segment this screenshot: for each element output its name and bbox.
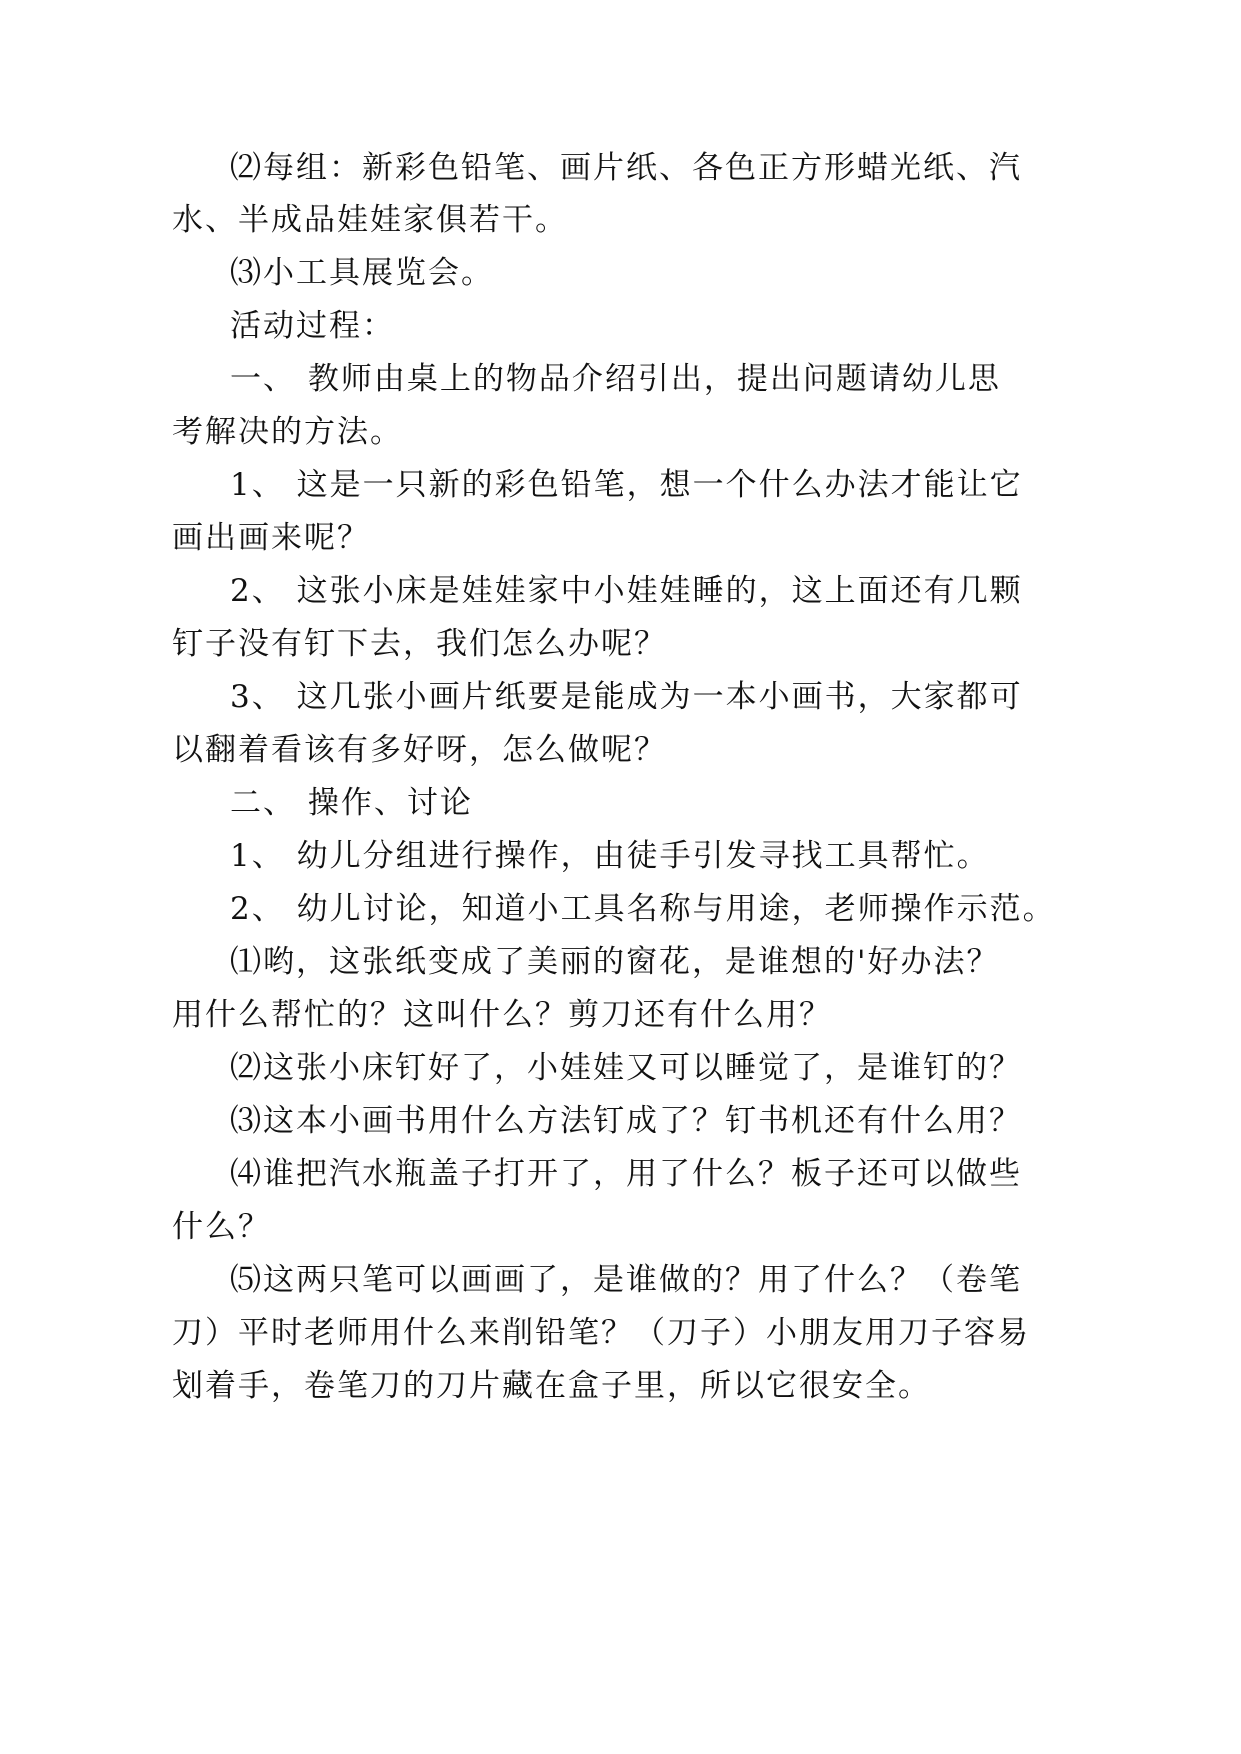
text-line: 考解决的方法。 bbox=[172, 414, 403, 450]
text-line: 以翻着看该有多好呀，怎么做呢？ bbox=[172, 732, 667, 768]
text-line: ⑷谁把汽水瓶盖子打开了，用了什么？板子还可以做些 bbox=[230, 1156, 1022, 1192]
text-line: 2、 这张小床是娃娃家中小娃娃睡的，这上面还有几颗 bbox=[230, 573, 1023, 609]
text-line: 活动过程： bbox=[230, 308, 395, 344]
text-line: 一、 教师由桌上的物品介绍引出，提出问题请幼儿思 bbox=[230, 361, 1001, 397]
text-line: 什么？ bbox=[172, 1209, 271, 1245]
text-line: 刀）平时老师用什么来削铅笔？（刀子）小朋友用刀子容易 bbox=[172, 1315, 1030, 1351]
text-line: ⑵每组：新彩色铅笔、画片纸、各色正方形蜡光纸、汽 bbox=[230, 150, 1022, 186]
text-line: 1、 这是一只新的彩色铅笔，想一个什么办法才能让它 bbox=[230, 467, 1023, 503]
text-line: 钉子没有钉下去，我们怎么办呢？ bbox=[172, 626, 667, 662]
text-line: 3、 这几张小画片纸要是能成为一本小画书，大家都可 bbox=[230, 679, 1023, 715]
text-line: 1、 幼儿分组进行操作，由徒手引发寻找工具帮忙。 bbox=[230, 838, 990, 874]
text-line: 水、半成品娃娃家俱若干。 bbox=[172, 202, 568, 238]
text-line: 画出画来呢？ bbox=[172, 520, 370, 556]
text-line: ⑶小工具展览会。 bbox=[230, 255, 494, 291]
text-line: ⑵这张小床钉好了，小娃娃又可以睡觉了，是谁钉的？ bbox=[230, 1050, 1022, 1086]
text-line: 用什么帮忙的？这叫什么？剪刀还有什么用？ bbox=[172, 997, 832, 1033]
text-line: 2、 幼儿讨论，知道小工具名称与用途，老师操作示范。 bbox=[230, 891, 1056, 927]
text-line: ⑸这两只笔可以画画了，是谁做的？用了什么？（卷笔 bbox=[230, 1262, 1022, 1298]
text-line: ⑴哟，这张纸变成了美丽的窗花，是谁想的'好办法？ bbox=[230, 944, 1000, 980]
text-line: 二、 操作、讨论 bbox=[230, 785, 473, 821]
text-line: ⑶这本小画书用什么方法钉成了？钉书机还有什么用？ bbox=[230, 1103, 1022, 1139]
text-line: 划着手，卷笔刀的刀片藏在盒子里，所以它很安全。 bbox=[172, 1368, 931, 1404]
